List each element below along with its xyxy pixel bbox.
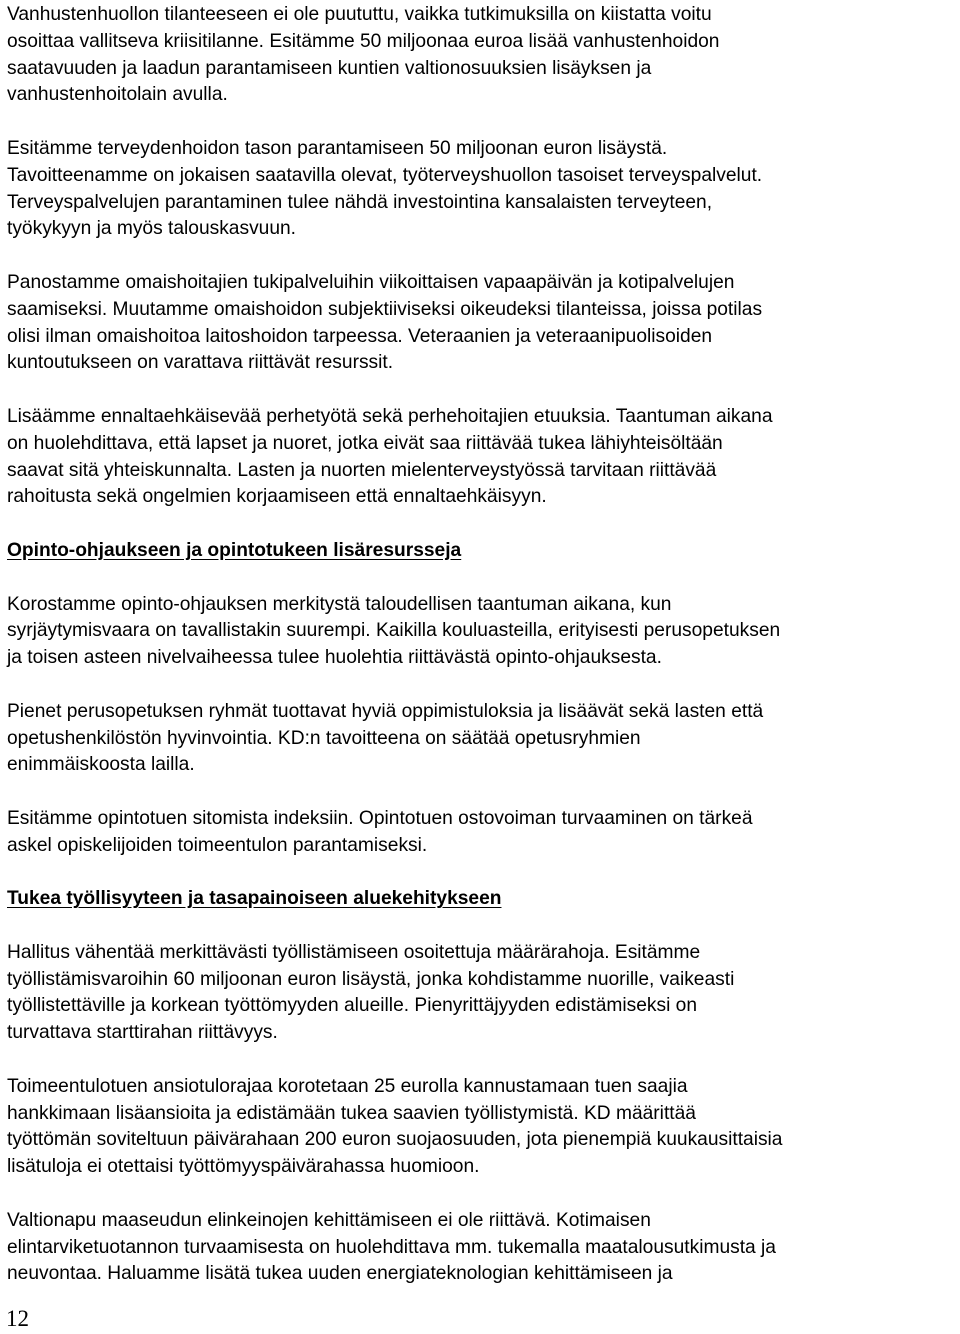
paragraph-employment-funds: Hallitus vähentää merkittävästi työllistämiseen osoitettuja määrärahoja. Esitämme työllistämisvaroihin 60 miljoonan euron lisäystä, jonka kohdistamme nuorille, vaikeasti työllistettäville ja korkean työttömyyden alueille. Pienyrittäjyyden edistämiseksi on turvattava starttirahan riittävyys.	[7, 941, 735, 1044]
paragraph-study-allowance: Esitämme opintotuen sitomista indeksiin. Opintotuen ostovoiman turvaaminen on tärkeä askel opiskelijoiden toimeentulon parantamiseksi.	[7, 807, 753, 856]
paragraph-study-guidance: Korostamme opinto-ohjauksen merkitystä taloudellisen taantuman aikana, kun syrjäytymisvaara on tavallistakin suurempi. Kaikilla kouluasteilla, erityisesti perusopetuksen ja toisen asteen nivelvaiheessa tulee huolehtia riittävästä opinto-ohjauksesta.	[7, 593, 781, 669]
page-number: 12	[6, 1306, 29, 1331]
paragraph-health-care: Esitämme terveydenhoidon tason parantamiseen 50 miljoonan euron lisäystä. Tavoitteenamme on jokaisen saatavilla olevat, työterveyshuollon tasoiset terveyspalvelut. Terveyspalvelujen parantaminen tulee nähdä investointina kansalaisten terveyteen, työkykyyn ja myös talouskasvuun.	[7, 137, 763, 240]
paragraph-small-groups: Pienet perusopetuksen ryhmät tuottavat hyviä oppimistuloksia ja lisäävät sekä lasten että opetushenkilöstön hyvinvointia. KD:n tavoitteena on säätää opetusryhmien enimmäiskoosta lailla.	[7, 700, 764, 776]
paragraph-elderly-care: Vanhustenhuollon tilanteeseen ei ole puututtu, vaikka tutkimuksilla on kiistatta voitu osoittaa vallitseva kriisitilanne. Esitämme 50 miljoonaa euroa lisää vanhustenhoidon saatavuuden ja laadun parantamiseen kuntien valtionosuuksien lisäyksen ja vanhustenhoitolain avulla.	[7, 4, 720, 106]
document-page	[7, 2, 957, 1288]
paragraph-family-work: Lisäämme ennaltaehkäisevää perhetyötä sekä perhehoitajien etuuksia. Taantuman aikana on huolehdittava, että lapset ja nuoret, jotka eivät saa riittävää tukea lähiyhteisöltään saavat sitä yhteiskunnalta. Lasten ja nuorten mielenterveystyössä tarvitaan riittävää rahoitusta sekä ongelmien korjaamiseen että ennaltaehkäisyyn.	[7, 405, 773, 508]
paragraph-income-support: Toimeentulotuen ansiotulorajaa korotetaan 25 eurolla kannustamaan tuen saajia hankkimaan lisäansioita ja edistämään tukea saavien työllistymistä. KD määrittää työttömän soviteltuun päivärahaan 200 euron suojaosuuden, jota pienempiä kuukausittaisia lisätuloja ei otettaisi työttömyyspäivärahassa huomioon.	[7, 1075, 783, 1178]
section-heading-study-guidance: Opinto-ohjaukseen ja opintotukeen lisäresursseja	[7, 539, 462, 561]
section-heading-employment: Tukea työllisyyteen ja tasapainoiseen aluekehitykseen	[7, 888, 502, 910]
paragraph-rural-support: Valtionapu maaseudun elinkeinojen kehittämiseen ei ole riittävä. Kotimaisen elintarviketuotannon turvaamisesta on huolehdittava mm. tukemalla maatalousutkimusta ja neuvontaa. Haluamme lisätä tukea uuden energiateknologian kehittämiseen ja	[7, 1209, 776, 1285]
paragraph-family-caregivers: Panostamme omaishoitajien tukipalveluihin viikoittaisen vapaapäivän ja kotipalvelujen saamiseksi. Muutamme omaishoidon subjektiiviseksi oikeudeksi tilanteissa, joissa potilas olisi ilman omaishoitoa laitoshoidon tarpeessa. Veteraanien ja veteraanipuolisoiden kuntoutukseen on varattava riittävät resurssit.	[7, 271, 763, 374]
